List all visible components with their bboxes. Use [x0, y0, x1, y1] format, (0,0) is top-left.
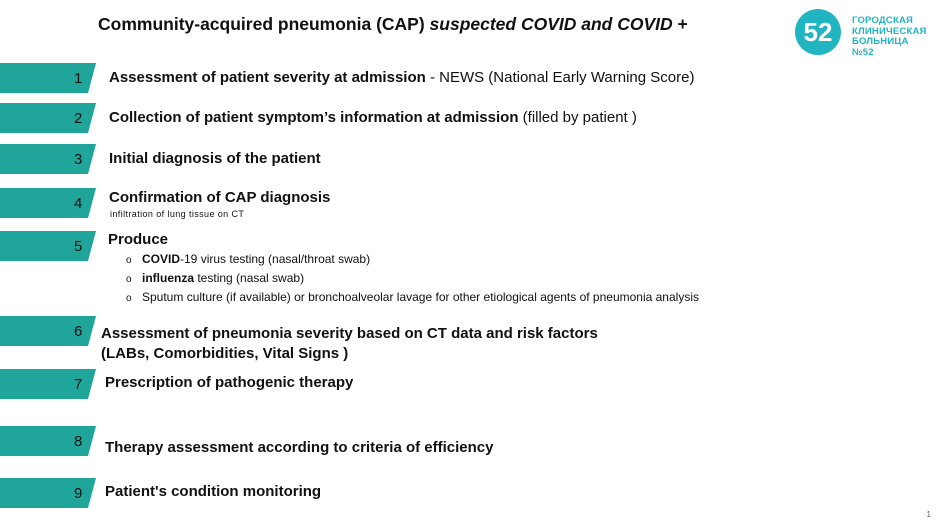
bullet-rest: testing (nasal swab): [194, 271, 305, 285]
title-italic: suspected COVID and COVID: [429, 14, 673, 34]
step-tab-3: [0, 144, 96, 174]
step-tab-7: [0, 369, 96, 399]
step-text-8: [105, 439, 493, 456]
step-text-4: [109, 189, 330, 206]
step-bold: Produce: [108, 231, 169, 248]
page-number: 1: [926, 510, 931, 519]
step-bold: Prescription of pathogenic therapy: [105, 374, 354, 391]
step-rest: - NEWS (National Early Warning Score): [425, 69, 695, 86]
logo-line-1: ГОРОДСКАЯ: [852, 15, 914, 26]
step-bold: Collection of patient symptom’s information at admission: [109, 109, 519, 126]
step-bold: Confirmation of CAP diagnosis: [109, 189, 331, 206]
step-number: 3: [74, 151, 83, 168]
bullet-mark: o: [126, 274, 132, 285]
logo-glyph: 52: [803, 17, 833, 47]
bullet-item-2: [126, 271, 304, 285]
step-number: 9: [74, 485, 83, 502]
step-tab-6: [0, 316, 96, 346]
step-text-6: [101, 325, 598, 342]
step-rest: (filled by patient ): [518, 109, 637, 126]
step-number: 6: [74, 323, 83, 340]
step-tab-2: [0, 103, 96, 133]
bullet-bold: COVID: [142, 252, 181, 266]
bullet-item-3: [126, 290, 699, 304]
bullet-mark: o: [126, 255, 132, 266]
step-text-5: [108, 231, 168, 248]
step-tab-1: [0, 63, 96, 93]
logo-emblem-icon: [792, 8, 850, 56]
step-text-2: [109, 109, 637, 126]
step-number: 4: [74, 195, 83, 212]
slide-title: [98, 14, 688, 35]
step-4-subtext: infiltration of lung tissue on CT: [110, 209, 245, 219]
step-text-1: [109, 69, 694, 86]
logo-text: [852, 16, 932, 58]
step-text-9: [105, 483, 321, 500]
title-main: Community-acquired pneumonia (CAP): [98, 14, 430, 34]
step-number: 5: [74, 238, 83, 255]
step-bold: Therapy assessment according to criteria of efficiency: [105, 439, 494, 456]
step-bold: Assessment of pneumonia severity based on CT data and risk factors: [101, 325, 598, 342]
title-plus: +: [672, 14, 688, 34]
step-number: 2: [74, 110, 83, 127]
step-text-6-line2: [101, 345, 348, 362]
step-tab-4: [0, 188, 96, 218]
step-bold: Patient's condition monitoring: [105, 483, 322, 500]
bullet-item-1: [126, 252, 370, 266]
step-number: 8: [74, 433, 83, 450]
step-bold: Initial diagnosis of the patient: [109, 150, 321, 167]
step-tab-8: [0, 426, 96, 456]
step-text-3: [109, 150, 321, 167]
step-tab-9: [0, 478, 96, 508]
hospital-logo: [792, 8, 932, 56]
logo-line-3: БОЛЬНИЦА №52: [852, 36, 909, 58]
step-number: 7: [74, 376, 83, 393]
step-bold: (LABs, Comorbidities, Vital Signs ): [101, 345, 349, 362]
bullet-bold: influenza: [142, 271, 195, 285]
step-number: 1: [74, 70, 83, 87]
bullet-rest: Sputum culture (if available) or bronchoalveolar lavage for other etiological agents of pneumonia analysis: [142, 290, 699, 304]
bullet-rest: -19 virus testing (nasal/throat swab): [180, 252, 371, 266]
step-bold: Assessment of patient severity at admission: [109, 69, 426, 86]
step-text-7: [105, 374, 353, 391]
step-tab-5: [0, 231, 96, 261]
logo-line-2: КЛИНИЧЕСКАЯ: [852, 25, 927, 37]
bullet-mark: o: [126, 293, 132, 304]
